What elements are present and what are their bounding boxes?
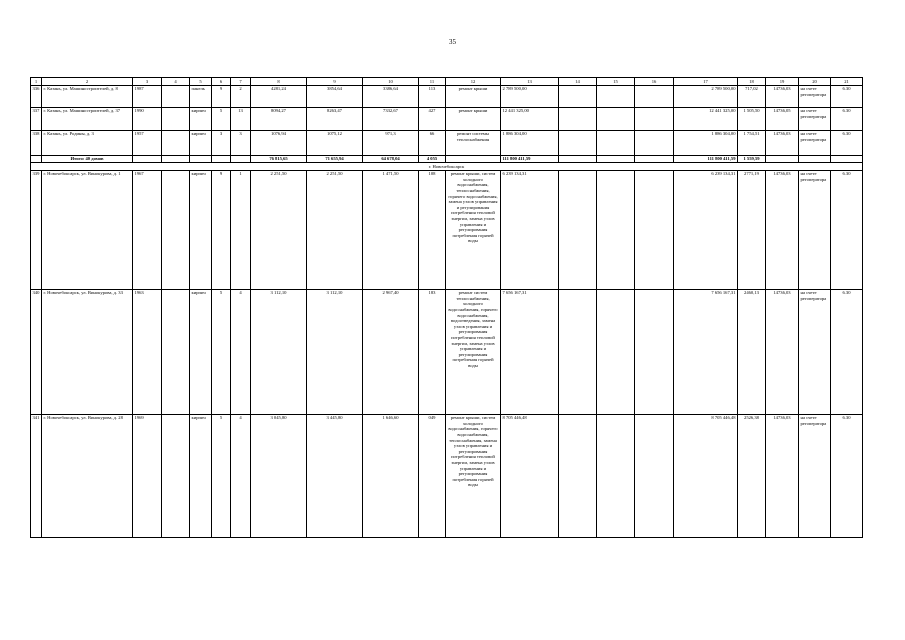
- column-number: 15: [597, 78, 635, 86]
- area-total-cell: 2 251,50: [251, 170, 307, 289]
- column-number: 6: [212, 78, 231, 86]
- row-number: 336: [31, 85, 42, 107]
- empty-cell: [831, 155, 863, 163]
- period-cell: 6.30: [831, 170, 863, 289]
- total-area-total: 76 815,65: [251, 155, 307, 163]
- area-living-cell: 3 112,10: [307, 289, 363, 414]
- entrances-cell: 1: [231, 170, 251, 289]
- empty-cell: [162, 155, 190, 163]
- cost-per-sqm-cell: 2771,19: [738, 170, 766, 289]
- empty-cell: [559, 107, 597, 130]
- total-cost-per-sqm: 1 559,59: [738, 155, 766, 163]
- method-cell: на счете регоператора: [799, 107, 831, 130]
- floors-cell: 9: [212, 170, 231, 289]
- address-cell: г. Новочебоксарск, ул. Винокурова, д. 1: [42, 170, 133, 289]
- column-number: 2: [42, 78, 133, 86]
- method-cell: на счете регоператора: [799, 170, 831, 289]
- empty-cell: [212, 155, 231, 163]
- area-total-cell: 1076,94: [251, 130, 307, 155]
- work-cell: ремонт крыши: [446, 107, 501, 130]
- entrances-cell: 2: [231, 85, 251, 107]
- empty-cell: [635, 107, 674, 130]
- limit-cell: 14736,03: [766, 170, 799, 289]
- empty-cell: [635, 130, 674, 155]
- cost-total-cell: 1 886 304,00: [501, 130, 559, 155]
- limit-cell: 14736,05: [766, 107, 799, 130]
- people-cell: 049: [419, 414, 446, 537]
- empty-cell: [799, 155, 831, 163]
- period-cell: 6.30: [831, 414, 863, 537]
- limit-cell: 14736,03: [766, 130, 799, 155]
- table-row: [31, 170, 863, 289]
- year-cell: 1963: [133, 289, 162, 414]
- address-cell: г. Казань, ул. Машиностроителей, д. 37: [42, 107, 133, 130]
- floors-cell: 9: [212, 85, 231, 107]
- floors-cell: 5: [212, 289, 231, 414]
- empty-cell: [162, 85, 190, 107]
- total-cost: 111 800 411,59: [501, 155, 559, 163]
- material-cell: кирпич: [190, 170, 212, 289]
- limit-cell: 14736,03: [766, 85, 799, 107]
- table-row: [31, 107, 863, 130]
- empty-cell: [597, 85, 635, 107]
- row-number: 338: [31, 130, 42, 155]
- cost-total-cell: 6 239 134,31: [501, 170, 559, 289]
- empty-cell: [597, 170, 635, 289]
- empty-cell: [597, 289, 635, 414]
- method-cell: на счете регоператора: [799, 130, 831, 155]
- address-cell: г. Новочебоксарск, ул. Винокурова, д. 28: [42, 414, 133, 537]
- area-residential-cell: 1 471,50: [363, 170, 419, 289]
- empty-cell: [597, 107, 635, 130]
- year-cell: 1957: [133, 130, 162, 155]
- table-row: [31, 85, 863, 107]
- area-total-cell: 3 045,80: [251, 414, 307, 537]
- work-cell: ремонт крыши, систем холодного водоснабжения, горячего водоснабжения, теплоснабжения, замена узлов управления и регулирования потребления тепловой энергии, замена узлов управления и регулирования потребления горячей воды: [446, 414, 501, 537]
- limit-cell: 14736,03: [766, 289, 799, 414]
- empty-cell: [559, 170, 597, 289]
- empty-cell: [162, 289, 190, 414]
- column-number: 12: [446, 78, 501, 86]
- empty-cell: [559, 289, 597, 414]
- cost-per-sqm-cell: 1 505,50: [738, 107, 766, 130]
- period-cell: 6.30: [831, 107, 863, 130]
- material-cell: кирпич: [190, 414, 212, 537]
- area-residential-cell: 1 646,60: [363, 414, 419, 537]
- year-cell: 1990: [133, 107, 162, 130]
- cost-per-sqm-cell: 717,02: [738, 85, 766, 107]
- address-cell: г. Казань, ул. Родины, д. 3: [42, 130, 133, 155]
- people-cell: 427: [419, 107, 446, 130]
- total-area-living: 71 655,94: [307, 155, 363, 163]
- cost-total-cell: 2 789 500,00: [501, 85, 559, 107]
- city-name: г. Новочебоксарск: [31, 163, 863, 171]
- method-cell: на счете регоператора: [799, 85, 831, 107]
- column-number: 16: [635, 78, 674, 86]
- address-cell: г. Казань, ул. Машиностроителей, д. 8: [42, 85, 133, 107]
- period-cell: 6.30: [831, 85, 863, 107]
- area-total-cell: 8094,27: [251, 107, 307, 130]
- method-cell: на счете регоператора: [799, 289, 831, 414]
- column-number: 4: [162, 78, 190, 86]
- work-cell: ремонт крыши: [446, 85, 501, 107]
- column-number: 17: [674, 78, 738, 86]
- row-number: 339: [31, 170, 42, 289]
- area-living-cell: 3 445,80: [307, 414, 363, 537]
- column-number: 19: [766, 78, 799, 86]
- column-number: 3: [133, 78, 162, 86]
- column-number: 13: [501, 78, 559, 86]
- material-cell: кирпич: [190, 289, 212, 414]
- cost-per-sqm-cell: 1 754,51: [738, 130, 766, 155]
- column-number: 1: [31, 78, 42, 86]
- empty-cell: [559, 414, 597, 537]
- entrances-cell: 3: [231, 130, 251, 155]
- work-cell: ремонт крыши, систем холодного водоснабжения, теплоснабжения, горячего водоснабжения, замена узлов управления и регулирования потребления тепловой энергии, замена узлов управления и регулирования потребления горячей воды: [446, 170, 501, 289]
- page-number: 35: [449, 38, 456, 46]
- period-cell: 6.30: [831, 289, 863, 414]
- column-number: 8: [251, 78, 307, 86]
- empty-cell: [31, 155, 42, 163]
- material-cell: панель: [190, 85, 212, 107]
- empty-cell: [635, 289, 674, 414]
- empty-cell: [559, 85, 597, 107]
- area-living-cell: 8263,47: [307, 107, 363, 130]
- area-total-cell: 3 112,10: [251, 289, 307, 414]
- area-residential-cell: 3386,64: [363, 85, 419, 107]
- work-cell: ремонт систем теплоснабжения, холодного водоснабжения, горячего водоснабжения, водоотведения, замена узлов управления и регулирования потребления тепловой энергии, замена узлов управления и регулирования потребления горячей воды: [446, 289, 501, 414]
- floors-cell: 3: [212, 130, 231, 155]
- empty-cell: [162, 130, 190, 155]
- empty-cell: [446, 155, 501, 163]
- area-residential-cell: 971,3: [363, 130, 419, 155]
- empty-cell: [766, 155, 799, 163]
- empty-cell: [559, 155, 597, 163]
- empty-cell: [559, 130, 597, 155]
- entrances-cell: 13: [231, 107, 251, 130]
- column-number-row: [31, 78, 863, 86]
- entrances-cell: 4: [231, 414, 251, 537]
- cost-total-cell: 7 656 167,31: [501, 289, 559, 414]
- empty-cell: [635, 155, 674, 163]
- row-number: 337: [31, 107, 42, 130]
- area-living-cell: 3854,64: [307, 85, 363, 107]
- empty-cell: [597, 414, 635, 537]
- total-row: [31, 155, 863, 163]
- column-number: 20: [799, 78, 831, 86]
- row-number: 340: [31, 289, 42, 414]
- table-row: [31, 414, 863, 537]
- row-number: 341: [31, 414, 42, 537]
- empty-cell: [597, 130, 635, 155]
- area-total-cell: 4281,24: [251, 85, 307, 107]
- cost-fund-cell: 2 789 500,00: [674, 85, 738, 107]
- entrances-cell: 4: [231, 289, 251, 414]
- cost-fund-cell: 6 239 134,31: [674, 170, 738, 289]
- empty-cell: [635, 85, 674, 107]
- total-area-residential: 64 678,04: [363, 155, 419, 163]
- work-cell: ремонт системы теплоснабжения: [446, 130, 501, 155]
- column-number: 11: [419, 78, 446, 86]
- material-cell: кирпич: [190, 130, 212, 155]
- method-cell: на счете регоператора: [799, 414, 831, 537]
- floors-cell: 5: [212, 414, 231, 537]
- empty-cell: [162, 107, 190, 130]
- empty-cell: [231, 155, 251, 163]
- cost-per-sqm-cell: 2526,38: [738, 414, 766, 537]
- empty-cell: [635, 414, 674, 537]
- cost-fund-cell: 12 441 325,00: [674, 107, 738, 130]
- cost-total-cell: 8 705 446,48: [501, 414, 559, 537]
- cost-fund-cell: 1 886 304,00: [674, 130, 738, 155]
- area-residential-cell: 7332,67: [363, 107, 419, 130]
- year-cell: 1967: [133, 170, 162, 289]
- people-cell: 113: [419, 85, 446, 107]
- column-number: 9: [307, 78, 363, 86]
- area-residential-cell: 2 967,40: [363, 289, 419, 414]
- area-living-cell: 2 251,50: [307, 170, 363, 289]
- people-cell: 183: [419, 289, 446, 414]
- column-number: 5: [190, 78, 212, 86]
- column-number: 7: [231, 78, 251, 86]
- cost-fund-cell: 8 705 446,48: [674, 414, 738, 537]
- total-cost-fund: 111 800 411,59: [674, 155, 738, 163]
- column-number: 10: [363, 78, 419, 86]
- column-number: 14: [559, 78, 597, 86]
- limit-cell: 14736,03: [766, 414, 799, 537]
- table-row: [31, 289, 863, 414]
- empty-cell: [190, 155, 212, 163]
- table-row: [31, 130, 863, 155]
- total-people: 4 055: [419, 155, 446, 163]
- column-number: 18: [738, 78, 766, 86]
- empty-cell: [597, 155, 635, 163]
- empty-cell: [133, 155, 162, 163]
- area-living-cell: 1075,12: [307, 130, 363, 155]
- material-cell: кирпич: [190, 107, 212, 130]
- people-cell: 108: [419, 170, 446, 289]
- column-number: 21: [831, 78, 863, 86]
- empty-cell: [162, 170, 190, 289]
- city-row: [31, 163, 863, 171]
- cost-fund-cell: 7 656 167,31: [674, 289, 738, 414]
- empty-cell: [635, 170, 674, 289]
- cost-total-cell: 12 441 325,00: [501, 107, 559, 130]
- total-label: Итого: 40 домов: [42, 155, 133, 163]
- cost-per-sqm-cell: 2460,13: [738, 289, 766, 414]
- year-cell: 1969: [133, 414, 162, 537]
- address-cell: г. Новочебоксарск, ул. Винокурова, д. 33: [42, 289, 133, 414]
- year-cell: 1987: [133, 85, 162, 107]
- period-cell: 6.30: [831, 130, 863, 155]
- people-cell: 66: [419, 130, 446, 155]
- empty-cell: [162, 414, 190, 537]
- floors-cell: 5: [212, 107, 231, 130]
- repair-program-table: [30, 77, 863, 538]
